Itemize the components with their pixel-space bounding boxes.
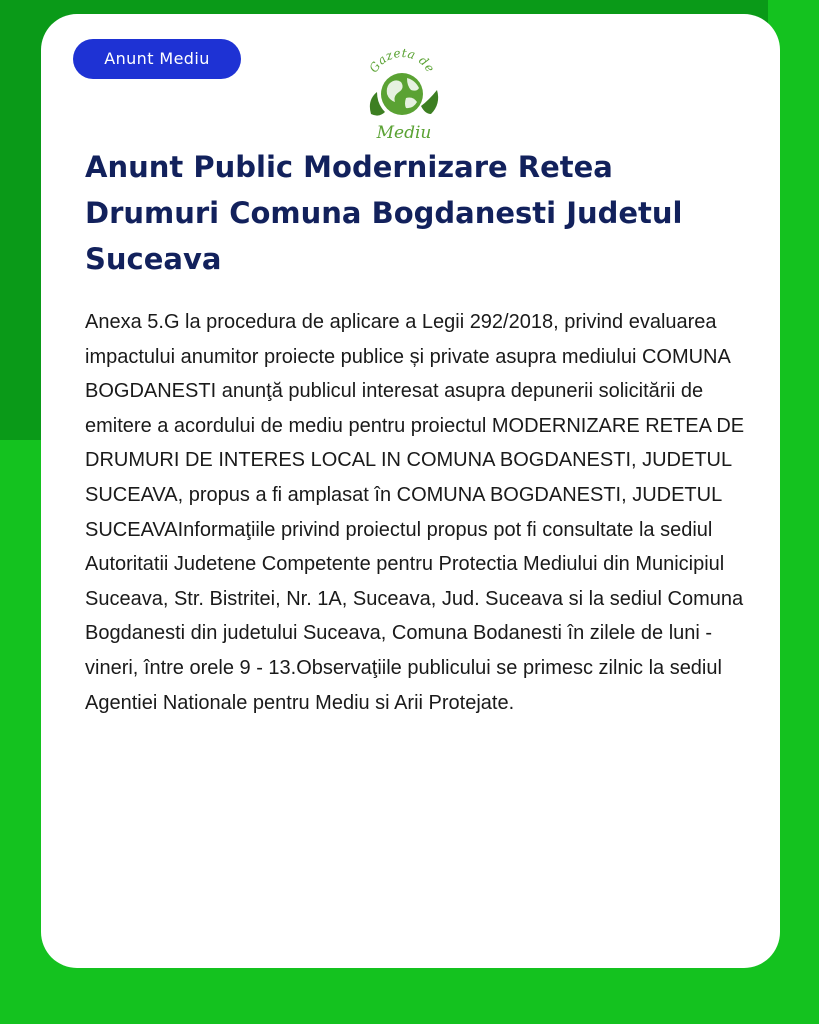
article-body: Anexa 5.G la procedura de aplicare a Legii 292/2018, privind evaluarea impactului anumitor proiecte publice și private asupra mediului COMUNA BOGDANESTI anunţă publicul interesat asupra depunerii solicitării de emitere a acordului de mediu pentru proiectul MODERNIZARE RETEA DE DRUMURI DE INTERES LOCAL IN COMUNA BOGDANESTI, JUDETUL SUCEAVA, propus a fi amplasat în COMUNA BOGDANESTI, JUDETUL SUCEAVAInformaţiile privind proiectul propus pot fi consultate la sediul Autoritatii Judetene Competente pentru Protectia Mediului din Municipiul Suceava, Str. Bistritei, Nr. 1A, Suceava, Jud. Suceava si la sediul Comuna Bogdanesti din judetului Suceava, Comuna Bodanesti în zilele de luni - vineri, între orele 9 - 13.Observaţiile publicului se primesc zilnic la sediul Agentiei Nationale pentru Mediu si Arii Protejate. <box>85 311 745 714</box>
article-title: Anunt Public Modernizare Retea Drumuri Comuna Bogdanesti Judetul Suceava <box>85 150 683 276</box>
logo-text-top: Gazeta de <box>366 45 438 76</box>
logo-text-bottom: Mediu <box>376 123 432 143</box>
svg-text:Gazeta de <box>366 46 437 75</box>
announcement-card <box>41 14 780 968</box>
category-badge[interactable]: Anunt Mediu <box>73 39 241 79</box>
gazeta-de-mediu-logo-icon <box>359 34 445 144</box>
